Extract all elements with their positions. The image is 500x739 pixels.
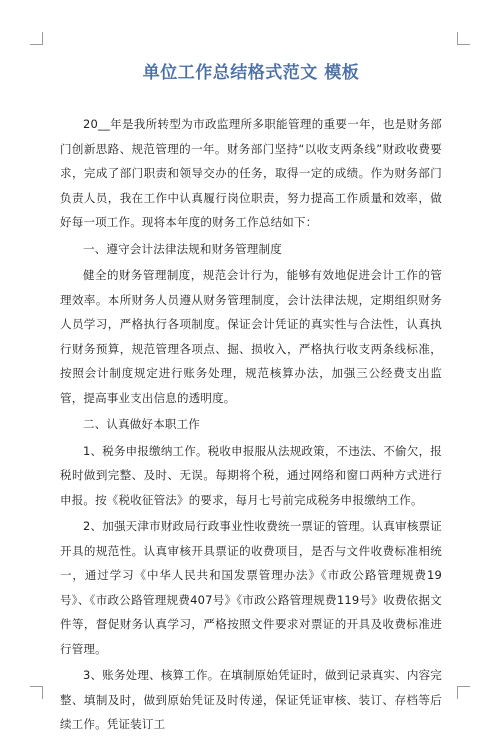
paragraph-intro: 20__年是我所转型为市政监理所多职能管理的重要一年，也是财务部门创新思路、规范管理的一年。财务部门坚持“以收支两条线”财政收费要求，完成了部门职责和领导交办的任务，取得一定的成绩。作为财务部门负责人员，我在工作中认真履行岗位职责，努力提高工作质量和效率，做好每一项工作。现将本年度的财务工作总结如下： <box>60 117 442 229</box>
crop-mark-bottom-right <box>457 686 470 699</box>
section-heading-2: 二、认真做好本职工作 <box>83 417 200 431</box>
paragraph-item-3: 3、账务处理、核算工作。在填制原始凭证时，做到记录真实、内容完整、填制及时，做到原始凭证及时传递，保证凭证审核、装订、存档等后续工作。凭证装订工 <box>60 668 442 731</box>
document-page <box>60 60 442 739</box>
paragraph-item-1: 1、税务申报缴纳工作。税收申报服从法规政策，不违法、不偷欠，报税时做到完整、及时、无误。每期将个税，通过网络和窗口两种方式进行申报。按《税收征管法》的要求，每月七号前完成税务申报缴纳工作。 <box>60 443 442 507</box>
paragraph-section-1: 健全的财务管理制度，规范会计行为，能够有效地促进会计工作的管理效率。本所财务人员遵从财务管理制度，会计法律法规，定期组织财务人员学习，严格执行各项制度。保证会计凭证的真实性与合法性，认真执行财务预算，规范管理各项点、掘、损收入，严格执行收支两条线标准，按照会计制度规定进行账务处理，规范核算办法，加强三公经费支出监管，提高事业支出信息的透明度。 <box>60 268 442 405</box>
paragraph-item-2: 2、加强天津市财政局行政事业性收费统一票证的管理。认真审核票证开具的规范性。认真审核开具票证的收费项目，是否与文件收费标准相统一，通过学习《中华人民共和国发票管理办法》《市政公路管理规费19号》、《市政公路管理规费407号》《市政公路管理规费119号》收费依据文件等，督促财务认真学习，严格按照文件要求对票证的开具及收费标准进行管理。 <box>60 519 442 656</box>
crop-mark-top-right <box>457 32 470 45</box>
crop-mark-bottom-left <box>30 686 43 699</box>
crop-mark-top-left <box>30 32 43 45</box>
document-title: 单位工作总结格式范文 模板 <box>142 63 360 83</box>
section-heading-1: 一、遵守会计法律法规和财务管理制度 <box>83 241 282 256</box>
